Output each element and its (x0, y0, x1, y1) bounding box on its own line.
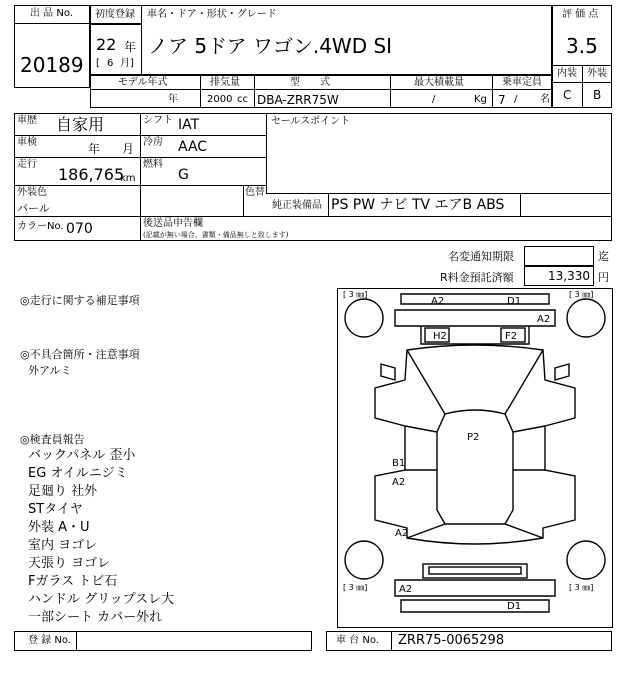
defects-heading: ◎不具合箇所・注意事項 (20, 348, 140, 361)
mark-bumper-a2: A2 (537, 314, 551, 325)
inspector-item: 足廻り 社外 (28, 484, 98, 499)
details-hline-4 (14, 216, 612, 217)
grade-divider (582, 65, 583, 108)
capacity-sep: / (514, 94, 518, 105)
first-reg-label: 初度登録 (95, 9, 135, 20)
capacity-value: 7 (498, 93, 506, 107)
mark-rear-d1: D1 (507, 601, 522, 612)
mark-b1: B1 (392, 458, 406, 469)
specs-divider-3 (390, 75, 391, 108)
lot-number: 20189 (20, 53, 84, 77)
mark-side-a2: A2 (392, 477, 406, 488)
displacement-value: 2000 (207, 94, 233, 105)
max-load-unit: Kg (474, 94, 487, 105)
mark-front-d1: D1 (507, 296, 522, 307)
color-no-vline (140, 216, 141, 241)
exterior-grade-label: 外装 (587, 68, 607, 79)
interior-grade-label: 内装 (557, 68, 577, 79)
rear-window (407, 524, 543, 538)
specs-divider-4 (492, 75, 493, 108)
car-name: ノア 5ドア ワゴン.4WD SI (148, 34, 393, 58)
mirror-right (555, 364, 569, 380)
tire-tr-label: [ 3 ㎜] (569, 290, 594, 299)
details-vline-1 (140, 113, 141, 216)
equipment-value: PS PW ナビ TV エアB ABS (331, 197, 505, 213)
recycle-unit: 円 (598, 271, 609, 284)
tire-br-label: [ 3 ㎜] (569, 583, 594, 592)
rear-bumper (395, 580, 555, 596)
inspector-item: 一部シート カバー外れ (28, 610, 163, 625)
after-note: (記載が無い場合、書類・備品無しと致します) (143, 231, 289, 239)
model-year-unit: 年 (168, 94, 178, 105)
color-no-value: 070 (66, 221, 93, 237)
color-no-label: カラーNo. (17, 221, 64, 232)
name-change-label: 名変通知期限 (448, 250, 514, 263)
sales-point-label: セールスポイント (271, 116, 351, 127)
diagram-frame (338, 289, 613, 628)
after-label: 後送品申告欄 (143, 218, 203, 229)
cabin (437, 410, 513, 524)
recycle-value: 13,330 (548, 269, 590, 283)
inspection-month-unit: 月 (122, 142, 135, 156)
mark-lower-a2: A2 (395, 528, 409, 539)
mark-h2: H2 (433, 331, 447, 342)
body-outline (375, 345, 575, 544)
mileage-unit: km (120, 173, 136, 184)
inspector-heading: ◎検査員報告 (20, 433, 85, 446)
door-line-right-2 (513, 426, 545, 432)
inspection-label: 車検 (17, 137, 37, 148)
first-reg-month-open: [ (96, 58, 100, 69)
specs-divider-1 (200, 75, 201, 108)
tire-tl-label: [ 3 ㎜] (343, 290, 368, 299)
fuel-label: 燃料 (143, 159, 163, 170)
equipment-label: 純正装備品 (272, 200, 322, 211)
lot-label: 出 品 No. (30, 8, 73, 19)
inspector-item: ハンドル グリップスレ大 (28, 592, 175, 607)
details-vline-2 (266, 113, 267, 193)
displacement-unit: cc (237, 94, 248, 105)
tire-rear-right (567, 541, 605, 579)
front-bumper-upper (401, 294, 549, 304)
inspector-item: 外装 A・U (28, 520, 90, 535)
score-label: 評 価 点 (562, 9, 599, 20)
reg-no-divider (76, 631, 77, 651)
inspector-item: STタイヤ (28, 502, 83, 517)
color-change-label: 色替 (245, 187, 265, 198)
exterior-color-value: パール (17, 202, 50, 215)
fuel-value: G (178, 167, 189, 183)
exterior-color-label: 外装色 (17, 187, 47, 198)
first-reg-year: 22 (96, 35, 117, 54)
car-diagram (337, 288, 613, 628)
details-hline-3 (14, 185, 266, 186)
mileage-label: 走行 (17, 159, 37, 170)
model-year-label: モデル年式 (118, 77, 168, 88)
shift-label: シフト (143, 115, 173, 126)
name-change-box (524, 246, 594, 266)
tire-front-left (345, 299, 383, 337)
tire-bl-label: [ 3 ㎜] (343, 583, 368, 592)
rear-lamp-bar (423, 564, 527, 578)
mark-rear-a2: A2 (399, 584, 413, 595)
inspector-item: 室内 ヨゴレ (28, 538, 98, 553)
chassis-value: ZRR75-0065298 (398, 633, 505, 648)
max-load-label: 最大積載量 (414, 77, 464, 88)
mileage-value: 186,765 (58, 165, 125, 184)
capacity-label: 乗車定員 (502, 77, 542, 88)
equip-vline-1 (328, 193, 329, 216)
first-reg-month-unit: 月] (120, 58, 134, 69)
door-line-left-2 (405, 426, 437, 432)
name-change-unit: 迄 (598, 250, 609, 263)
history-label: 車歴 (17, 115, 37, 126)
inspector-item: Fガラス トビ石 (28, 574, 118, 589)
max-load-sep: / (432, 94, 436, 105)
recycle-label: R料金預託済額 (440, 271, 514, 284)
mark-f2: F2 (505, 331, 518, 342)
chassis-label: 車 台 No. (336, 635, 379, 646)
type-label: 型 式 (290, 77, 330, 88)
shift-value: IAT (178, 117, 200, 133)
details-hline-1 (14, 135, 266, 136)
tire-front-right (567, 299, 605, 337)
inspection-year-unit: 年 (88, 142, 101, 156)
inspector-item: バックパネル 歪小 (28, 448, 136, 463)
rear-bumper-lower (401, 600, 549, 612)
mirror-left (381, 364, 395, 380)
ac-label: 冷房 (143, 137, 163, 148)
mark-front-a2: A2 (431, 296, 445, 307)
type-code: DBA-ZRR75W (257, 93, 339, 107)
tire-rear-left (345, 541, 383, 579)
equip-vline-2 (520, 193, 521, 216)
rear-lamp-inner (429, 567, 521, 574)
color-change-vline (243, 185, 244, 216)
inspector-item: 天張り ヨゴレ (28, 556, 111, 571)
inspector-item: EG オイルニジミ (28, 466, 128, 481)
first-reg-year-unit: 年 (124, 40, 137, 54)
car-name-label: 車名・ドア・形状・グレード (147, 9, 277, 20)
history-value: 自家用 (56, 115, 105, 134)
specs-divider-2 (254, 75, 255, 108)
chassis-divider (391, 631, 392, 651)
specs-midline (90, 89, 552, 90)
details-hline-sales (266, 193, 612, 194)
ac-value: AAC (178, 139, 208, 155)
reg-no-label: 登 録 No. (28, 635, 71, 646)
mark-p2: P2 (467, 432, 480, 443)
score-value: 3.5 (566, 34, 598, 58)
defects-item: 外アルミ (28, 364, 72, 377)
windshield (407, 350, 543, 414)
driving-heading: ◎走行に関する補足事項 (20, 294, 140, 307)
details-hline-2 (14, 157, 266, 158)
exterior-grade: B (593, 88, 602, 102)
first-reg-month: 6 (107, 58, 114, 69)
capacity-unit: 名 (540, 94, 550, 105)
interior-grade: C (563, 88, 572, 102)
displacement-label: 排気量 (210, 77, 240, 88)
front-bumper (395, 310, 555, 326)
